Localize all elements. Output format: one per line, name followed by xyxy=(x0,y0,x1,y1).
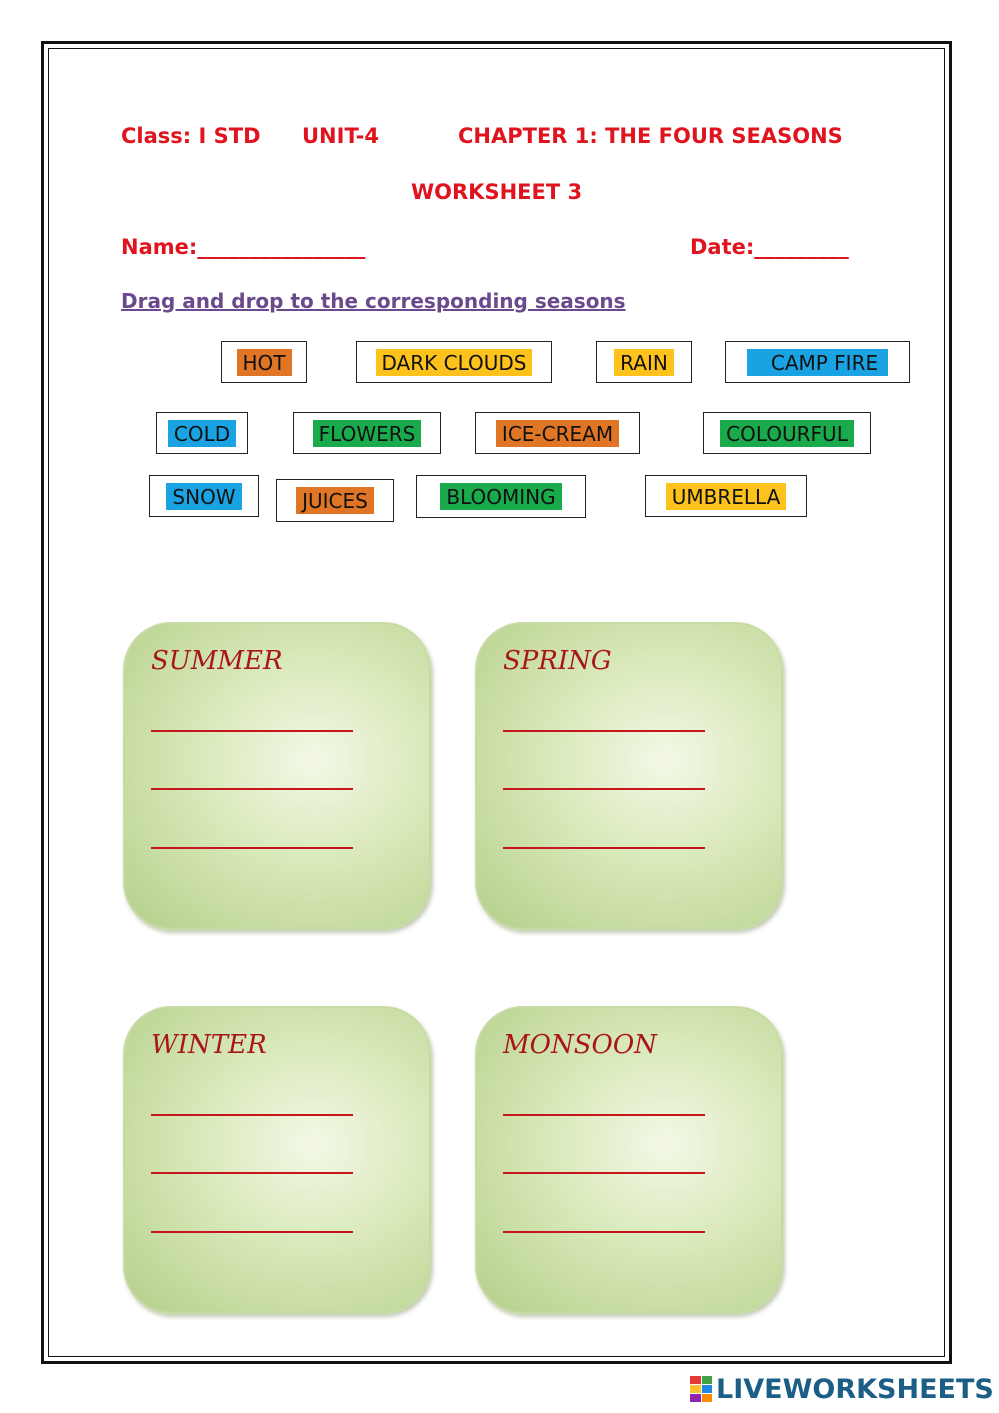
name-field[interactable]: Name:________________ xyxy=(121,235,366,259)
word-label: SNOW xyxy=(166,483,241,510)
word-label: FLOWERS xyxy=(313,420,422,447)
word-label: CAMP FIRE xyxy=(747,349,888,376)
class-label: Class: I STD xyxy=(121,124,261,148)
answer-blank[interactable] xyxy=(503,730,705,732)
answer-blank[interactable] xyxy=(503,1231,705,1233)
season-title: MONSOON xyxy=(503,1030,657,1060)
answer-blank[interactable] xyxy=(151,1172,353,1174)
word-chip-juices[interactable] xyxy=(276,479,394,522)
answer-blank[interactable] xyxy=(151,730,353,732)
word-label: COLOURFUL xyxy=(720,420,854,447)
answer-blank[interactable] xyxy=(503,1114,705,1116)
season-card-summer[interactable] xyxy=(123,622,431,930)
word-chip-flowers[interactable] xyxy=(293,412,441,454)
word-chip-colourful[interactable] xyxy=(703,412,871,454)
word-label: DARK CLOUDS xyxy=(376,349,533,376)
answer-blank[interactable] xyxy=(151,1231,353,1233)
season-title: SPRING xyxy=(503,646,612,676)
word-chip-ice-cream[interactable] xyxy=(475,412,640,454)
word-label: BLOOMING xyxy=(440,483,561,510)
word-label: COLD xyxy=(168,420,236,447)
season-card-spring[interactable] xyxy=(475,622,783,930)
word-chip-hot[interactable] xyxy=(221,341,307,383)
word-label: RAIN xyxy=(614,349,674,376)
answer-blank[interactable] xyxy=(151,1114,353,1116)
answer-blank[interactable] xyxy=(151,847,353,849)
worksheet-label: WORKSHEET 3 xyxy=(411,180,583,204)
answer-blank[interactable] xyxy=(503,1172,705,1174)
word-chip-dark-clouds[interactable] xyxy=(356,341,552,383)
logo-icon xyxy=(690,1376,712,1402)
word-label: UMBRELLA xyxy=(666,483,787,510)
season-card-winter[interactable] xyxy=(123,1006,431,1314)
logo-text: LIVEWORKSHEETS xyxy=(716,1373,994,1405)
word-chip-umbrella[interactable] xyxy=(645,475,807,517)
word-chip-snow[interactable] xyxy=(149,475,259,517)
word-chip-cold[interactable] xyxy=(156,412,248,454)
word-label: HOT xyxy=(237,349,292,376)
chapter-label: CHAPTER 1: THE FOUR SEASONS xyxy=(458,124,843,148)
word-chip-camp-fire[interactable] xyxy=(725,341,910,383)
date-field[interactable]: Date:_________ xyxy=(690,235,849,259)
season-card-monsoon[interactable] xyxy=(475,1006,783,1314)
season-title: SUMMER xyxy=(151,646,283,676)
word-chip-rain[interactable] xyxy=(596,341,692,383)
liveworksheets-logo xyxy=(690,1372,994,1406)
word-label: ICE-CREAM xyxy=(496,420,619,447)
season-title: WINTER xyxy=(151,1030,267,1060)
unit-label: UNIT-4 xyxy=(302,124,380,148)
word-label: JUICES xyxy=(296,487,374,514)
word-chip-blooming[interactable] xyxy=(416,475,586,518)
answer-blank[interactable] xyxy=(503,847,705,849)
answer-blank[interactable] xyxy=(503,788,705,790)
instruction-text: Drag and drop to the corresponding seasons xyxy=(121,289,626,313)
answer-blank[interactable] xyxy=(151,788,353,790)
